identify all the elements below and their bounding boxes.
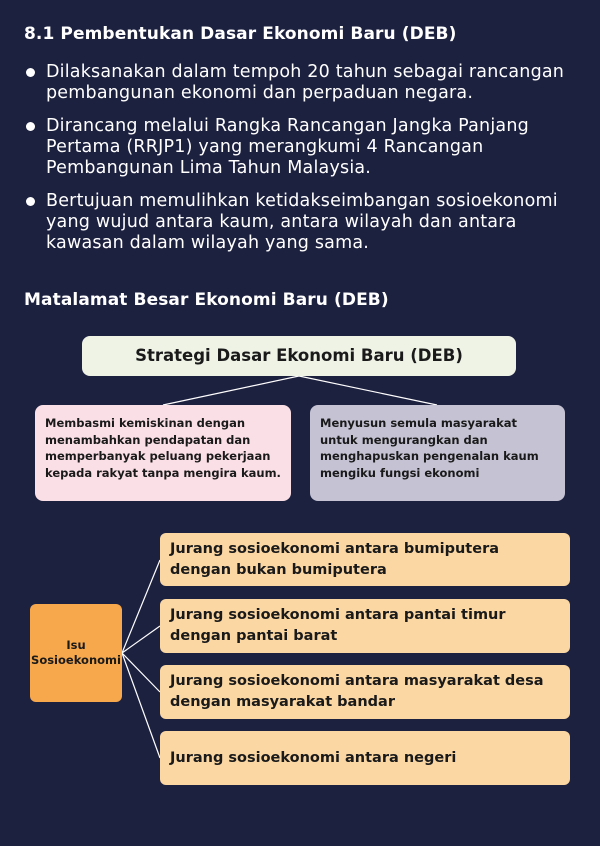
issue-root-label: Isu Sosioekonomi xyxy=(31,638,121,667)
connector-line xyxy=(163,376,299,405)
goal-box-poverty: Membasmi kemiskinan dengan menambahkan pendapatan dan memperbanyak peluang pekerjaan kepada rakyat tanpa mengira kaum. xyxy=(35,405,291,501)
issue-item xyxy=(160,731,570,785)
bullet-text: Dirancang melalui Rangka Rancangan Jangka Panjang Pertama (RRJP1) yang merangkumi 4 Rancangan Pembangunan Lima Tahun Malaysia. xyxy=(46,116,529,178)
issue-item-text: Jurang sosioekonomi antara pantai timur dengan pantai barat xyxy=(170,607,506,644)
issue-item-text: Jurang sosioekonomi antara masyarakat desa dengan masyarakat bandar xyxy=(170,673,544,710)
goals-title: Matalamat Besar Ekonomi Baru (DEB) xyxy=(24,290,389,310)
connector-line xyxy=(122,653,160,758)
connector-line xyxy=(122,653,160,692)
bullet-text: Dilaksanakan dalam tempoh 20 tahun sebagai rancangan pembangunan ekonomi dan perpaduan negara. xyxy=(46,62,565,103)
issue-item xyxy=(160,533,570,586)
issue-root-box xyxy=(30,604,122,702)
issue-item xyxy=(160,665,570,719)
goal-box-restructure: Menyusun semula masyarakat untuk mengurangkan dan menghapuskan pengenalan kaum mengiku fungsi ekonomi xyxy=(310,405,565,501)
bullet-text: Bertujuan memulihkan ketidakseimbangan sosioekonomi yang wujud antara kaum, antara wilayah dan antara kawasan dalam wilayah yang sama. xyxy=(46,191,558,253)
connector-line xyxy=(299,376,437,405)
issue-item-text: Jurang sosioekonomi antara negeri xyxy=(170,749,457,766)
issue-item-text: Jurang sosioekonomi antara bumiputera dengan bukan bumiputera xyxy=(170,540,500,578)
section-title: 8.1 Pembentukan Dasar Ekonomi Baru (DEB) xyxy=(24,24,457,44)
strategy-box: Strategi Dasar Ekonomi Baru (DEB) xyxy=(82,336,516,376)
issue-item xyxy=(160,599,570,653)
